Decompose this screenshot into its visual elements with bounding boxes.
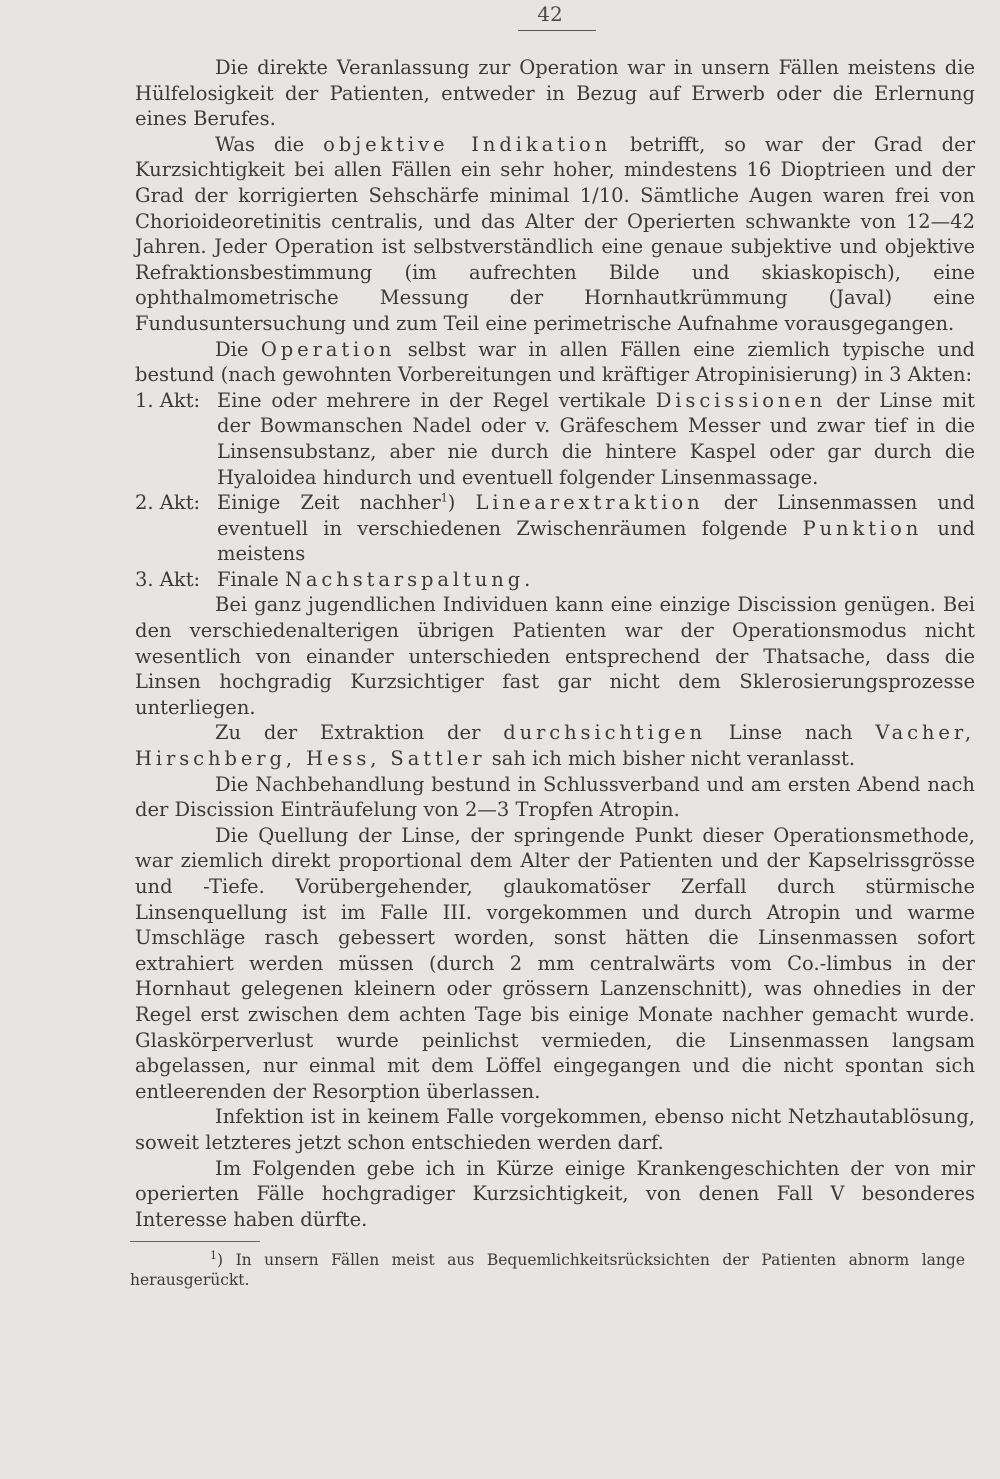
act-3 xyxy=(135,567,975,593)
footnote-rule xyxy=(130,1241,260,1242)
paragraph-extraktion xyxy=(135,720,975,771)
paragraph-quellung: Die Quellung der Linse, der springende Punkt dieser Operationsmethode, war ziemlich direkt proportional dem Alter der Patienten und der Kapselrissgrösse und -Tiefe. Vorübergehender, glaukomatöser Zerfall durch stürmische Linsenquellung ist im Falle III. vorgekommen und durch Atropin und warme Umschläge rasch gebessert worden, sonst hätten die Linsenmassen sofort extrahiert werden müssen (durch 2 mm centralwärts vom Co.-limbus in der Hornhaut gelegenen kleinern oder grössern Lanzenschnitt), was ohnedies in der Regel erst zwischen dem achten Tage bis einige Monate nachher gemacht wurde. Glaskörperverlust wurde peinlichst vermieden, die Linsenmassen langsam abgelassen, nur einmal mit dem Löffel eingegangen und die nicht spontan sich entleerenden der Resorption überlassen. xyxy=(135,823,975,1103)
paragraph-operation xyxy=(135,337,975,388)
act-text xyxy=(217,567,975,593)
text-run: Zu der Extraktion der xyxy=(215,721,504,745)
footnote-text xyxy=(130,1250,965,1290)
footnote-reference: 1 xyxy=(440,491,448,505)
paragraph-veranlassung: Die direkte Veranlassung zur Operation war in unsern Fällen meistens die Hülfelosigkeit der Patienten, entweder in Bezug auf Erwerb oder die Erlernung eines Berufes. xyxy=(135,56,975,131)
text-run: Eine oder mehrere in der Regel vertikale xyxy=(217,388,656,412)
spaced-term: objektive Indikation xyxy=(323,132,612,156)
text-run: Einige Zeit nachher xyxy=(217,491,441,515)
text-run: und meistens xyxy=(217,516,975,566)
text-run: Was die xyxy=(215,132,324,156)
text-run: ) xyxy=(217,1251,224,1269)
spaced-term: Discissionen xyxy=(655,388,827,412)
paragraph-nachbehandlung: Die Nachbehandlung bestund in Schlussverband und am ersten Abend nach der Discission Einträufelung von 2—3 Tropfen Atropin. xyxy=(135,772,975,822)
spaced-term: durchsichtigen xyxy=(503,721,707,745)
act-label: 1. Akt: xyxy=(135,388,201,412)
footnote-marker: 1 xyxy=(210,1248,217,1262)
spaced-names: Vacher, Hirschberg, Hess, Sattler xyxy=(135,721,975,771)
act-text xyxy=(217,388,975,490)
body-text xyxy=(135,55,975,1232)
page-number: 42 xyxy=(537,2,563,26)
text-run: der Linsenmassen und eventuell in verschiedenen Zwischenräumen folgende xyxy=(217,491,976,540)
text-run: betrifft, so war der Grad der Kurzsichtigkeit bei allen Fällen ein sehr hoher, mindestens 16 Dioptrieen und der Grad der korrigierten Sehschärfe minimal 1/10. Sämtliche Augen waren frei von Chorioideoretinitis centralis, und das Alter der Operierten schwankte von 12—42 Jahren. Jeder Operation ist selbstverständlich eine genaue subjektive und objektive Refraktionsbestimmung (im aufrechten Bilde und skiaskopisch), eine ophthalmometrische Messung der Hornhautkrümmung (Javal) eine Fundusuntersuchung und zum Teil eine perimetrische Aufnahme vorausgegangen. xyxy=(135,132,976,335)
act-label: 2. Akt: xyxy=(135,491,201,515)
act-label: 3. Akt: xyxy=(135,567,201,591)
text-run: Die xyxy=(215,337,261,361)
act-2 xyxy=(135,490,975,567)
text-run: . xyxy=(524,567,531,591)
text-run: selbst war in allen Fällen eine ziemlich typische und bestund (nach gewohnten Vorbereitungen und kräftiger Atropinisierung) in 3 Akten: xyxy=(135,337,975,387)
act-1 xyxy=(135,388,975,490)
paragraph-infektion: Infektion ist in keinem Falle vorgekommen, ebenso nicht Netzhautablösung, soweit letzteres jetzt schon entschieden werden darf. xyxy=(135,1105,975,1154)
text-run: sah ich mich bisher nicht veranlasst. xyxy=(485,747,856,771)
text-run: In unsern Fällen meist aus Bequemlichkeitsrücksichten der Patienten abnorm lange herausgerückt. xyxy=(130,1251,965,1289)
spaced-term: Operation xyxy=(260,337,396,361)
act-text xyxy=(217,490,975,567)
text-run: Finale xyxy=(217,567,285,591)
paragraph-indikation xyxy=(135,132,975,337)
spaced-term: Linearextraktion xyxy=(475,491,704,515)
spaced-term: Nachstarspaltung xyxy=(284,567,525,591)
text-run: ) xyxy=(447,491,456,515)
text-run: der Linse mit der Bowmanschen Nadel oder v. Gräfeschem Messer und zwar tief in die Linsensubstanz, aber nie durch die hintere Kaspel oder gar durch die Hyaloidea hindurch und eventuell folgender Linsenmassage. xyxy=(217,388,975,489)
spaced-term: Punktion xyxy=(802,516,923,540)
paragraph-discission: Bei ganz jugendlichen Individuen kann eine einzige Discission genügen. Bei den verschiedenalterigen übrigen Patienten war der Operationsmodus nicht wesentlich von einander unterschieden entsprechend der Thatsache, dass die Linsen hochgradig Kurzsichtiger fast gar nicht dem Sklerosierungsprozesse unterliegen. xyxy=(135,593,975,719)
paragraph-folgenden: Im Folgenden gebe ich in Kürze einige Krankengeschichten der von mir operierten Fälle hochgradiger Kurzsichtigkeit, von denen Fall V besonderes Interesse haben dürfte. xyxy=(135,1156,975,1231)
header-rule xyxy=(518,30,596,31)
text-run: Linse nach xyxy=(706,721,876,745)
footnote xyxy=(130,1250,965,1290)
